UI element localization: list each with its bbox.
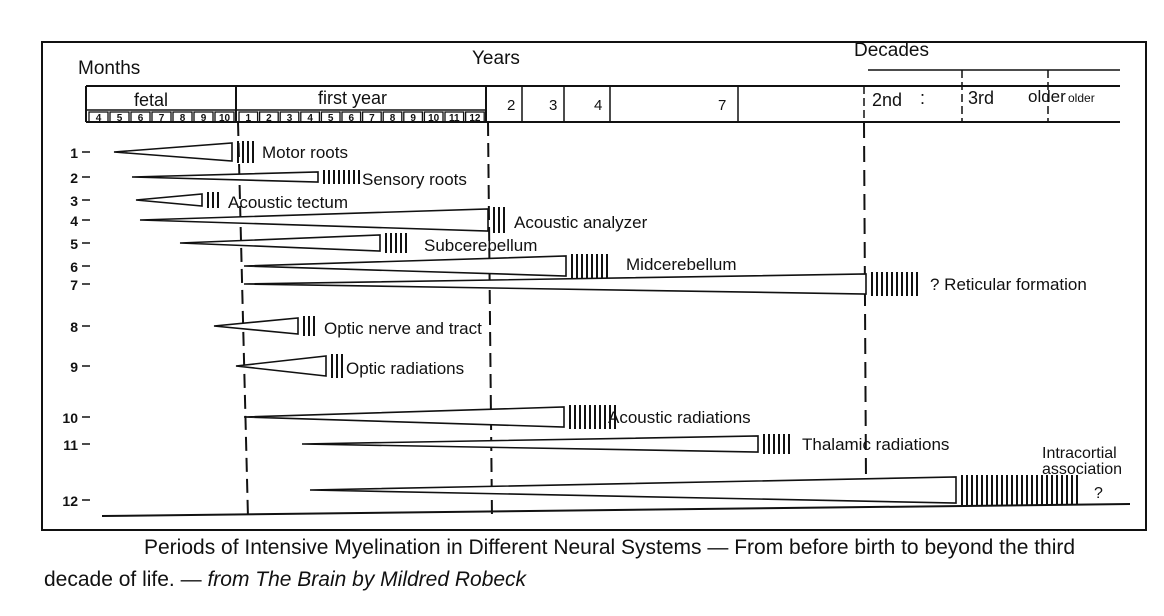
- myelination-wedge-3: [136, 194, 202, 206]
- timeline-header: [86, 70, 1120, 124]
- fetal-month-label-10: 10: [218, 113, 231, 124]
- fetal-month-label-7: 7: [158, 113, 165, 124]
- age-one-reference-line: [488, 122, 492, 518]
- row-number-9: 9: [70, 359, 78, 375]
- system-label-4: Acoustic analyzer: [514, 213, 648, 232]
- row-number-10: 10: [62, 410, 78, 426]
- myelination-wedge-9: [236, 356, 326, 376]
- myelination-wedge-4: [140, 209, 488, 231]
- decades-heading: Decades: [854, 40, 929, 61]
- myelination-wedge-2: [132, 172, 318, 182]
- system-row-7: [70, 272, 1087, 296]
- system-label-12-line2: association: [1042, 461, 1123, 478]
- system-label-3: Acoustic tectum: [228, 193, 348, 212]
- myelination-wedge-10: [244, 407, 564, 427]
- year-label-3: 3: [549, 97, 558, 114]
- system-row-3: [70, 192, 348, 212]
- row-number-12: 12: [62, 493, 78, 509]
- system-row-1: [70, 141, 348, 163]
- row-number-2: 2: [70, 170, 78, 186]
- system-row-11: [63, 434, 949, 454]
- first-year-month-label-1: 1: [245, 113, 252, 124]
- myelination-wedge-1: [114, 143, 232, 161]
- fetal-month-label-9: 9: [200, 113, 207, 124]
- first-year-month-label-2: 2: [266, 113, 272, 124]
- first-year-month-label-9: 9: [410, 113, 416, 124]
- birth-reference-line: [238, 122, 248, 518]
- year-label-4: 4: [594, 97, 603, 114]
- first-year-month-label-8: 8: [389, 113, 396, 124]
- myelination-wedge-6: [244, 256, 566, 276]
- decade-label-older: older: [1028, 87, 1066, 106]
- system-row-8: [70, 316, 482, 338]
- fetal-month-label-5: 5: [116, 113, 123, 124]
- figure-caption: [44, 532, 1144, 596]
- myelination-wedge-5: [180, 235, 380, 251]
- myelination-wedge-11: [302, 436, 758, 452]
- system-row-9: [70, 354, 464, 378]
- caption-line-1: Periods of Intensive Myelination in Different Neural Systems — From before birth to beyond the third: [144, 536, 1076, 559]
- system-row-6: [70, 254, 736, 278]
- system-label-12-line1: Intracortial: [1042, 445, 1117, 462]
- first-year-month-label-10: 10: [428, 113, 440, 124]
- row-number-1: 1: [70, 145, 78, 161]
- year-label-2: 2: [507, 97, 516, 114]
- first-year-month-label-12: 12: [469, 113, 481, 124]
- caption-line-2-text: decade of life. —: [44, 568, 208, 591]
- months-heading: Months: [78, 58, 141, 79]
- first-year-month-label-6: 6: [348, 113, 355, 124]
- decade-label-2nd: 2nd: [872, 90, 903, 110]
- decade-label-3rd: 3rd: [968, 88, 995, 108]
- system-row-10: [62, 405, 750, 429]
- first-year-month-label-7: 7: [369, 113, 375, 124]
- fetal-month-label-6: 6: [137, 113, 144, 124]
- system-row-5: [70, 233, 537, 255]
- system-label-9: Optic radiations: [346, 359, 465, 378]
- fetal-month-label-8: 8: [179, 113, 186, 124]
- row-number-11: 11: [63, 437, 78, 453]
- decade-label-older-overprint: older: [1068, 91, 1095, 105]
- myelination-wedge-7: [244, 274, 866, 294]
- years-heading: Years: [472, 48, 520, 69]
- decade-separator-mark: :: [920, 88, 926, 108]
- first-year-month-label-11: 11: [449, 113, 460, 124]
- row-number-3: 3: [70, 193, 78, 209]
- system-rows: [62, 141, 1122, 509]
- system-label-11: Thalamic radiations: [802, 435, 950, 454]
- first-year-month-label-5: 5: [327, 113, 334, 124]
- first-year-month-label-3: 3: [286, 113, 293, 124]
- system-label-2: Sensory roots: [362, 170, 467, 189]
- baseline: [102, 504, 1130, 516]
- month-cells: [89, 112, 484, 124]
- caption-line-2: [44, 564, 1144, 596]
- row-number-6: 6: [70, 259, 78, 275]
- system-label-8: Optic nerve and tract: [324, 319, 482, 338]
- row-number-8: 8: [70, 319, 78, 335]
- system-label-5: Subcerebellum: [424, 236, 538, 255]
- row-number-7: 7: [70, 277, 78, 293]
- system-row-4: [70, 207, 647, 233]
- system-label-1: Motor roots: [262, 143, 348, 162]
- caption-source: from The Brain by Mildred Robeck: [207, 568, 527, 591]
- myelination-wedge-8: [214, 318, 298, 334]
- system-label-12-question: ?: [1094, 485, 1103, 502]
- system-label-7: ? Reticular formation: [930, 275, 1087, 294]
- year-label-7: 7: [718, 97, 727, 114]
- fetal-label: fetal: [134, 90, 169, 110]
- myelination-wedge-12: [310, 477, 956, 503]
- system-row-12: [62, 445, 1122, 509]
- system-row-2: [70, 170, 467, 189]
- decade-reference-line: [864, 122, 866, 482]
- system-label-6: Midcerebellum: [626, 255, 737, 274]
- system-label-10: Acoustic radiations: [608, 408, 751, 427]
- fetal-month-label-4: 4: [95, 113, 102, 124]
- row-number-5: 5: [70, 236, 78, 252]
- first-year-label: first year: [318, 88, 388, 108]
- first-year-month-label-4: 4: [307, 113, 313, 124]
- row-number-4: 4: [70, 213, 78, 229]
